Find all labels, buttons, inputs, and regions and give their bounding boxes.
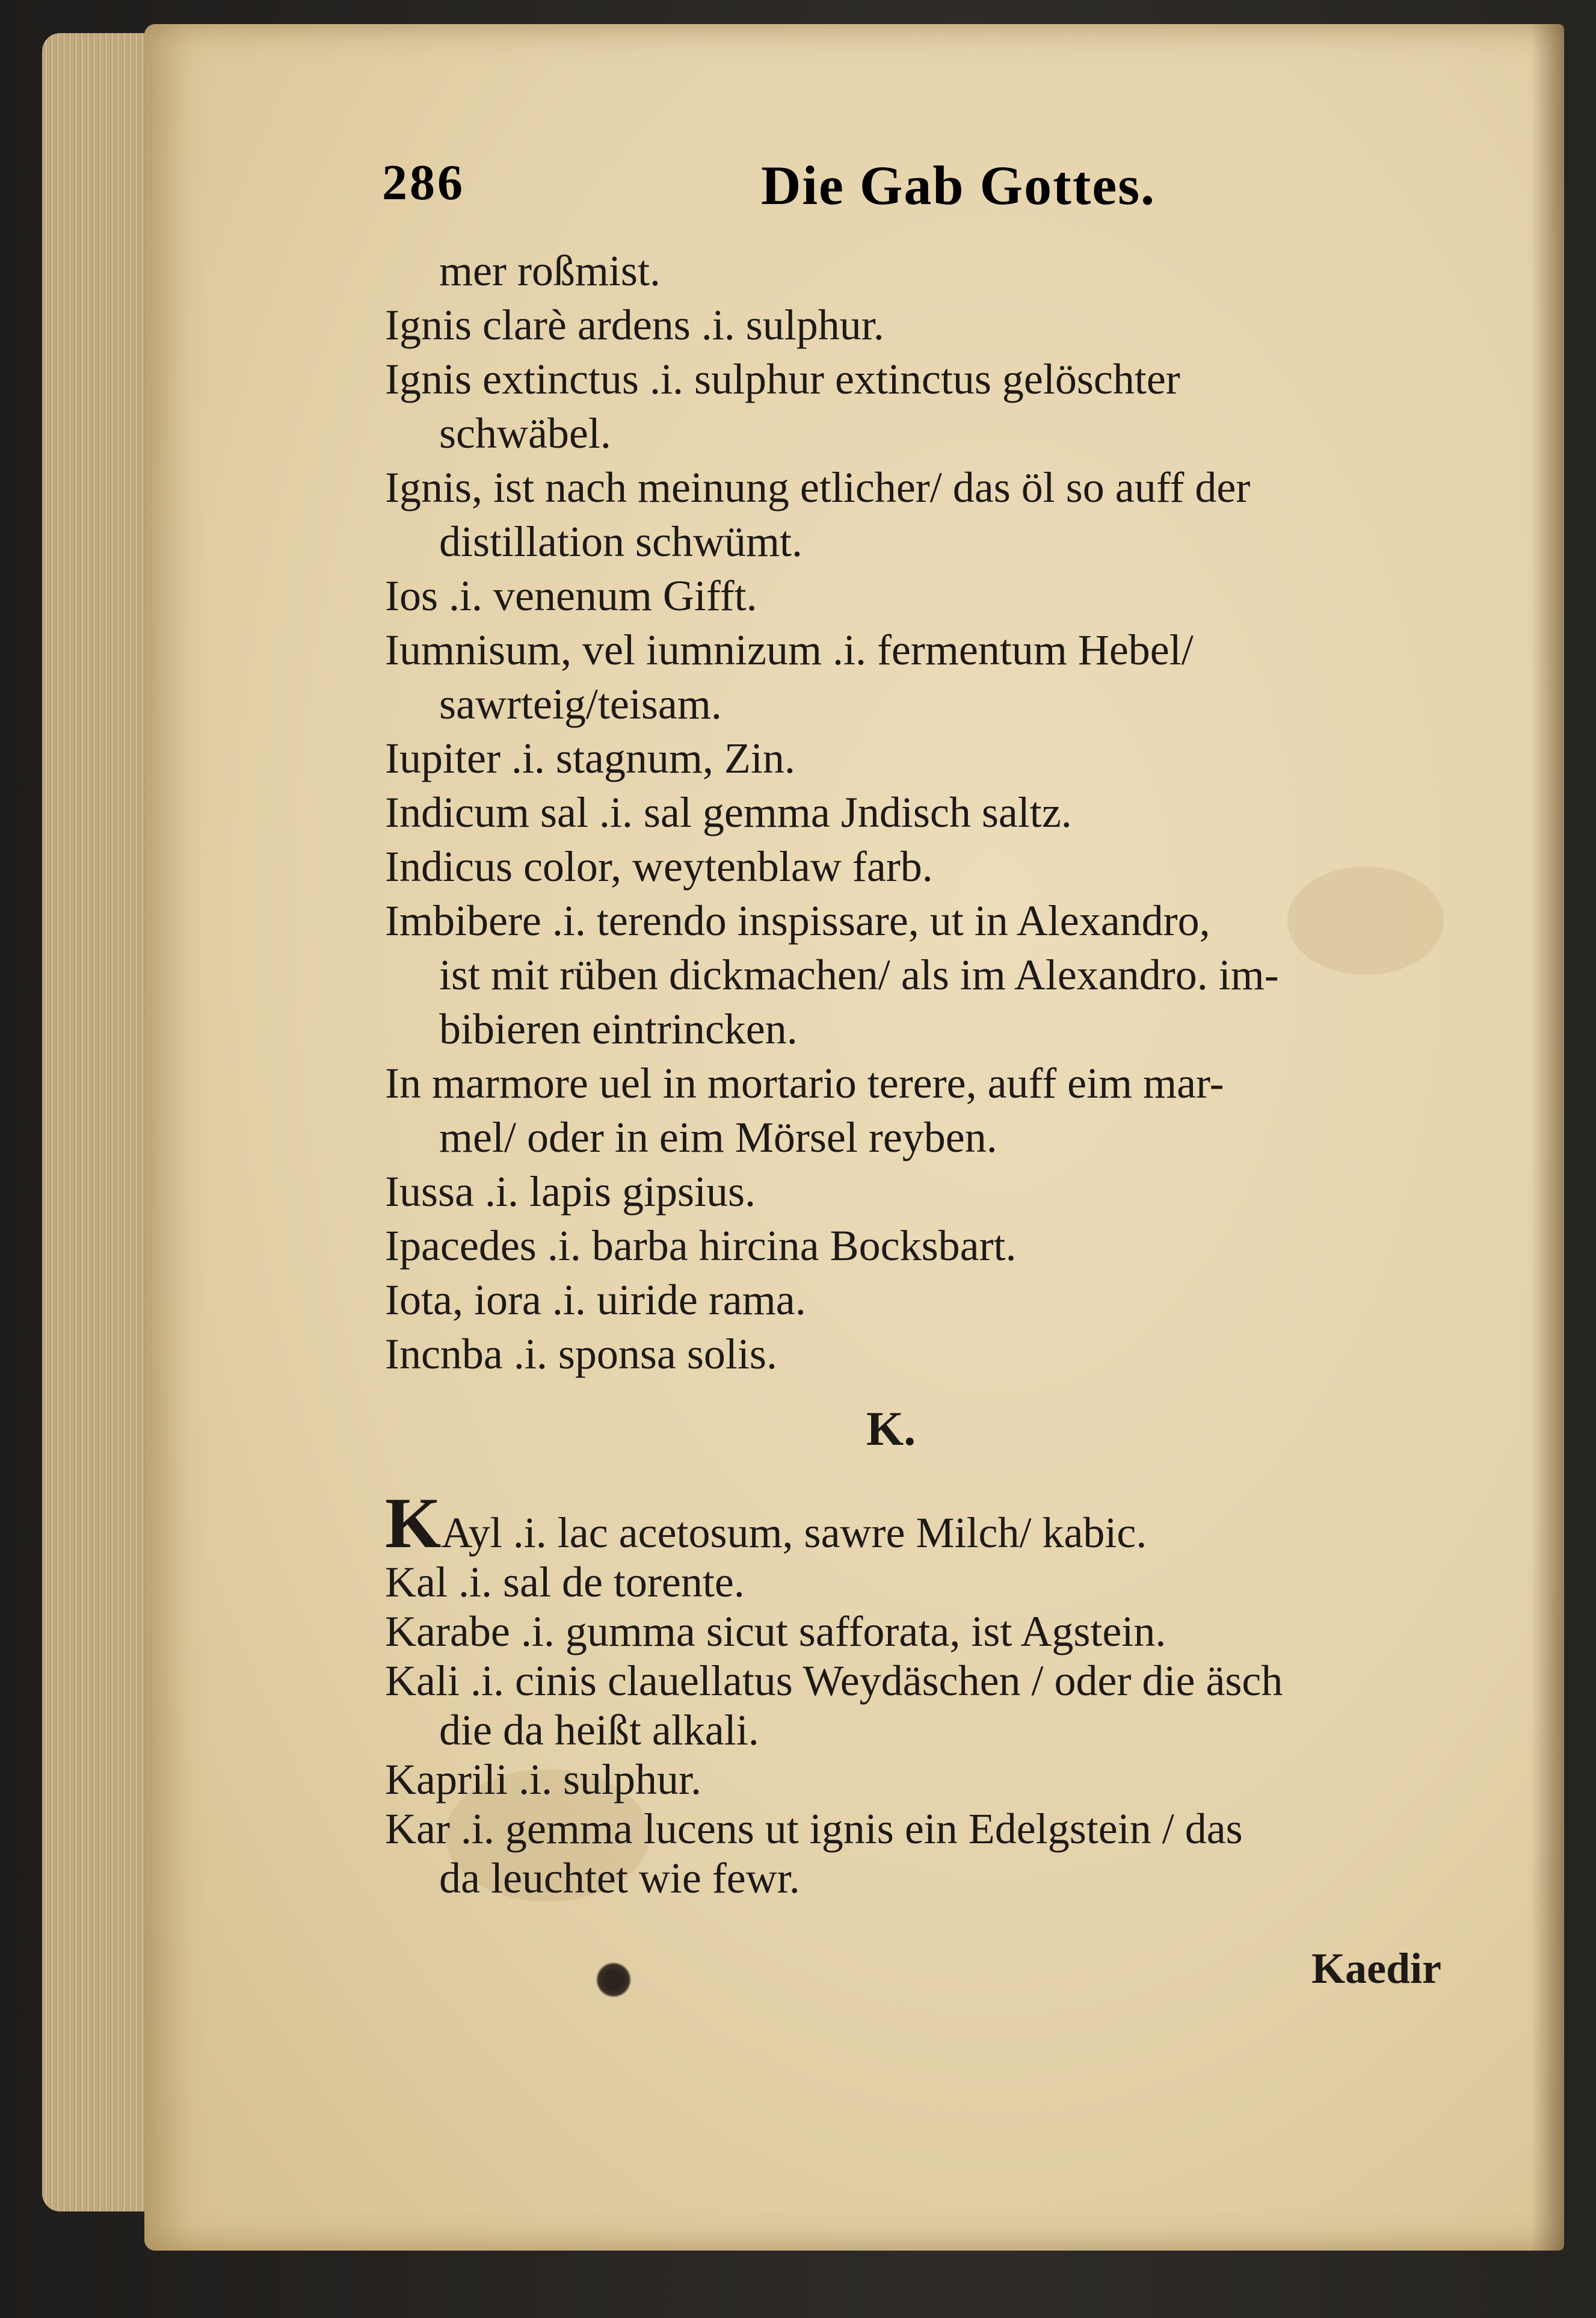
entry-line: Incnba .i. sponsa solis.	[385, 1330, 777, 1378]
entry-line: sawrteig/teisam.	[439, 680, 722, 728]
entry-line: Indicum sal .i. sal gemma Jndisch saltz.	[385, 788, 1072, 836]
entry-line-initial	[385, 1483, 1480, 1563]
entry-line: Iota, iora .i. uiride rama.	[385, 1276, 806, 1324]
entry-line: Ios .i. venenum Gifft.	[385, 572, 757, 620]
section-letter: K.	[866, 1403, 916, 1456]
entry-list-i	[385, 244, 1468, 1381]
entry-line: Kal .i. sal de torente.	[385, 1558, 745, 1606]
entry-list-k	[385, 1483, 1480, 1903]
catchword: Kaedir	[1311, 1944, 1441, 1992]
entry-line: Imbibere .i. terendo inspissare, ut in Alexandro,	[385, 897, 1210, 945]
entry-line: Kali .i. cinis clauellatus Weydäschen / oder die äsch	[385, 1657, 1283, 1705]
entry-line: Iumnisum, vel iumnizum .i. fermentum Hebel/	[385, 626, 1194, 674]
entry-line: Indicus color, weytenblaw farb.	[385, 842, 933, 891]
entry-line: Ignis, ist nach meinung etlicher/ das öl so auff der	[385, 463, 1251, 512]
entry-line: mer roßmist.	[439, 247, 661, 295]
entry-line: Iussa .i. lapis gipsius.	[385, 1167, 756, 1216]
entry-line: mel/ oder in eim Mörsel reyben.	[439, 1113, 997, 1161]
entry-line-rest: Ayl .i. lac acetosum, sawre Milch/ kabic.	[441, 1509, 1147, 1557]
entry-line: distillation schwümt.	[439, 518, 803, 566]
running-head	[382, 153, 1224, 220]
entry-line: Kar .i. gemma lucens ut ignis ein Edelgstein / das	[385, 1805, 1243, 1853]
running-title: Die Gab Gottes.	[761, 155, 1156, 216]
entry-line: Ignis extinctus .i. sulphur extinctus gelöschter	[385, 355, 1180, 403]
entry-line: Iupiter .i. stagnum, Zin.	[385, 734, 795, 782]
entry-line: Ignis clarè ardens .i. sulphur.	[385, 301, 884, 349]
entry-line: bibieren eintrincken.	[439, 1005, 798, 1053]
entry-line: Karabe .i. gumma sicut safforata, ist Agstein.	[385, 1607, 1166, 1655]
page-number: 286	[382, 155, 465, 211]
entry-line: Kaprili .i. sulphur.	[385, 1755, 701, 1803]
page-gutter	[1531, 24, 1564, 2251]
ornament-icon	[596, 1962, 632, 1998]
entry-line: schwäbel.	[439, 409, 611, 457]
entry-line: ist mit rüben dickmachen/ als im Alexandro. im-	[439, 951, 1279, 999]
entry-line: Ipacedes .i. barba hircina Bocksbart.	[385, 1222, 1017, 1270]
initial-letter: K	[385, 1483, 442, 1563]
entry-line: In marmore uel in mortario terere, auff eim mar-	[385, 1059, 1224, 1107]
entry-line: die da heißt alkali.	[439, 1706, 759, 1754]
entry-line: da leuchtet wie fewr.	[439, 1854, 800, 1902]
